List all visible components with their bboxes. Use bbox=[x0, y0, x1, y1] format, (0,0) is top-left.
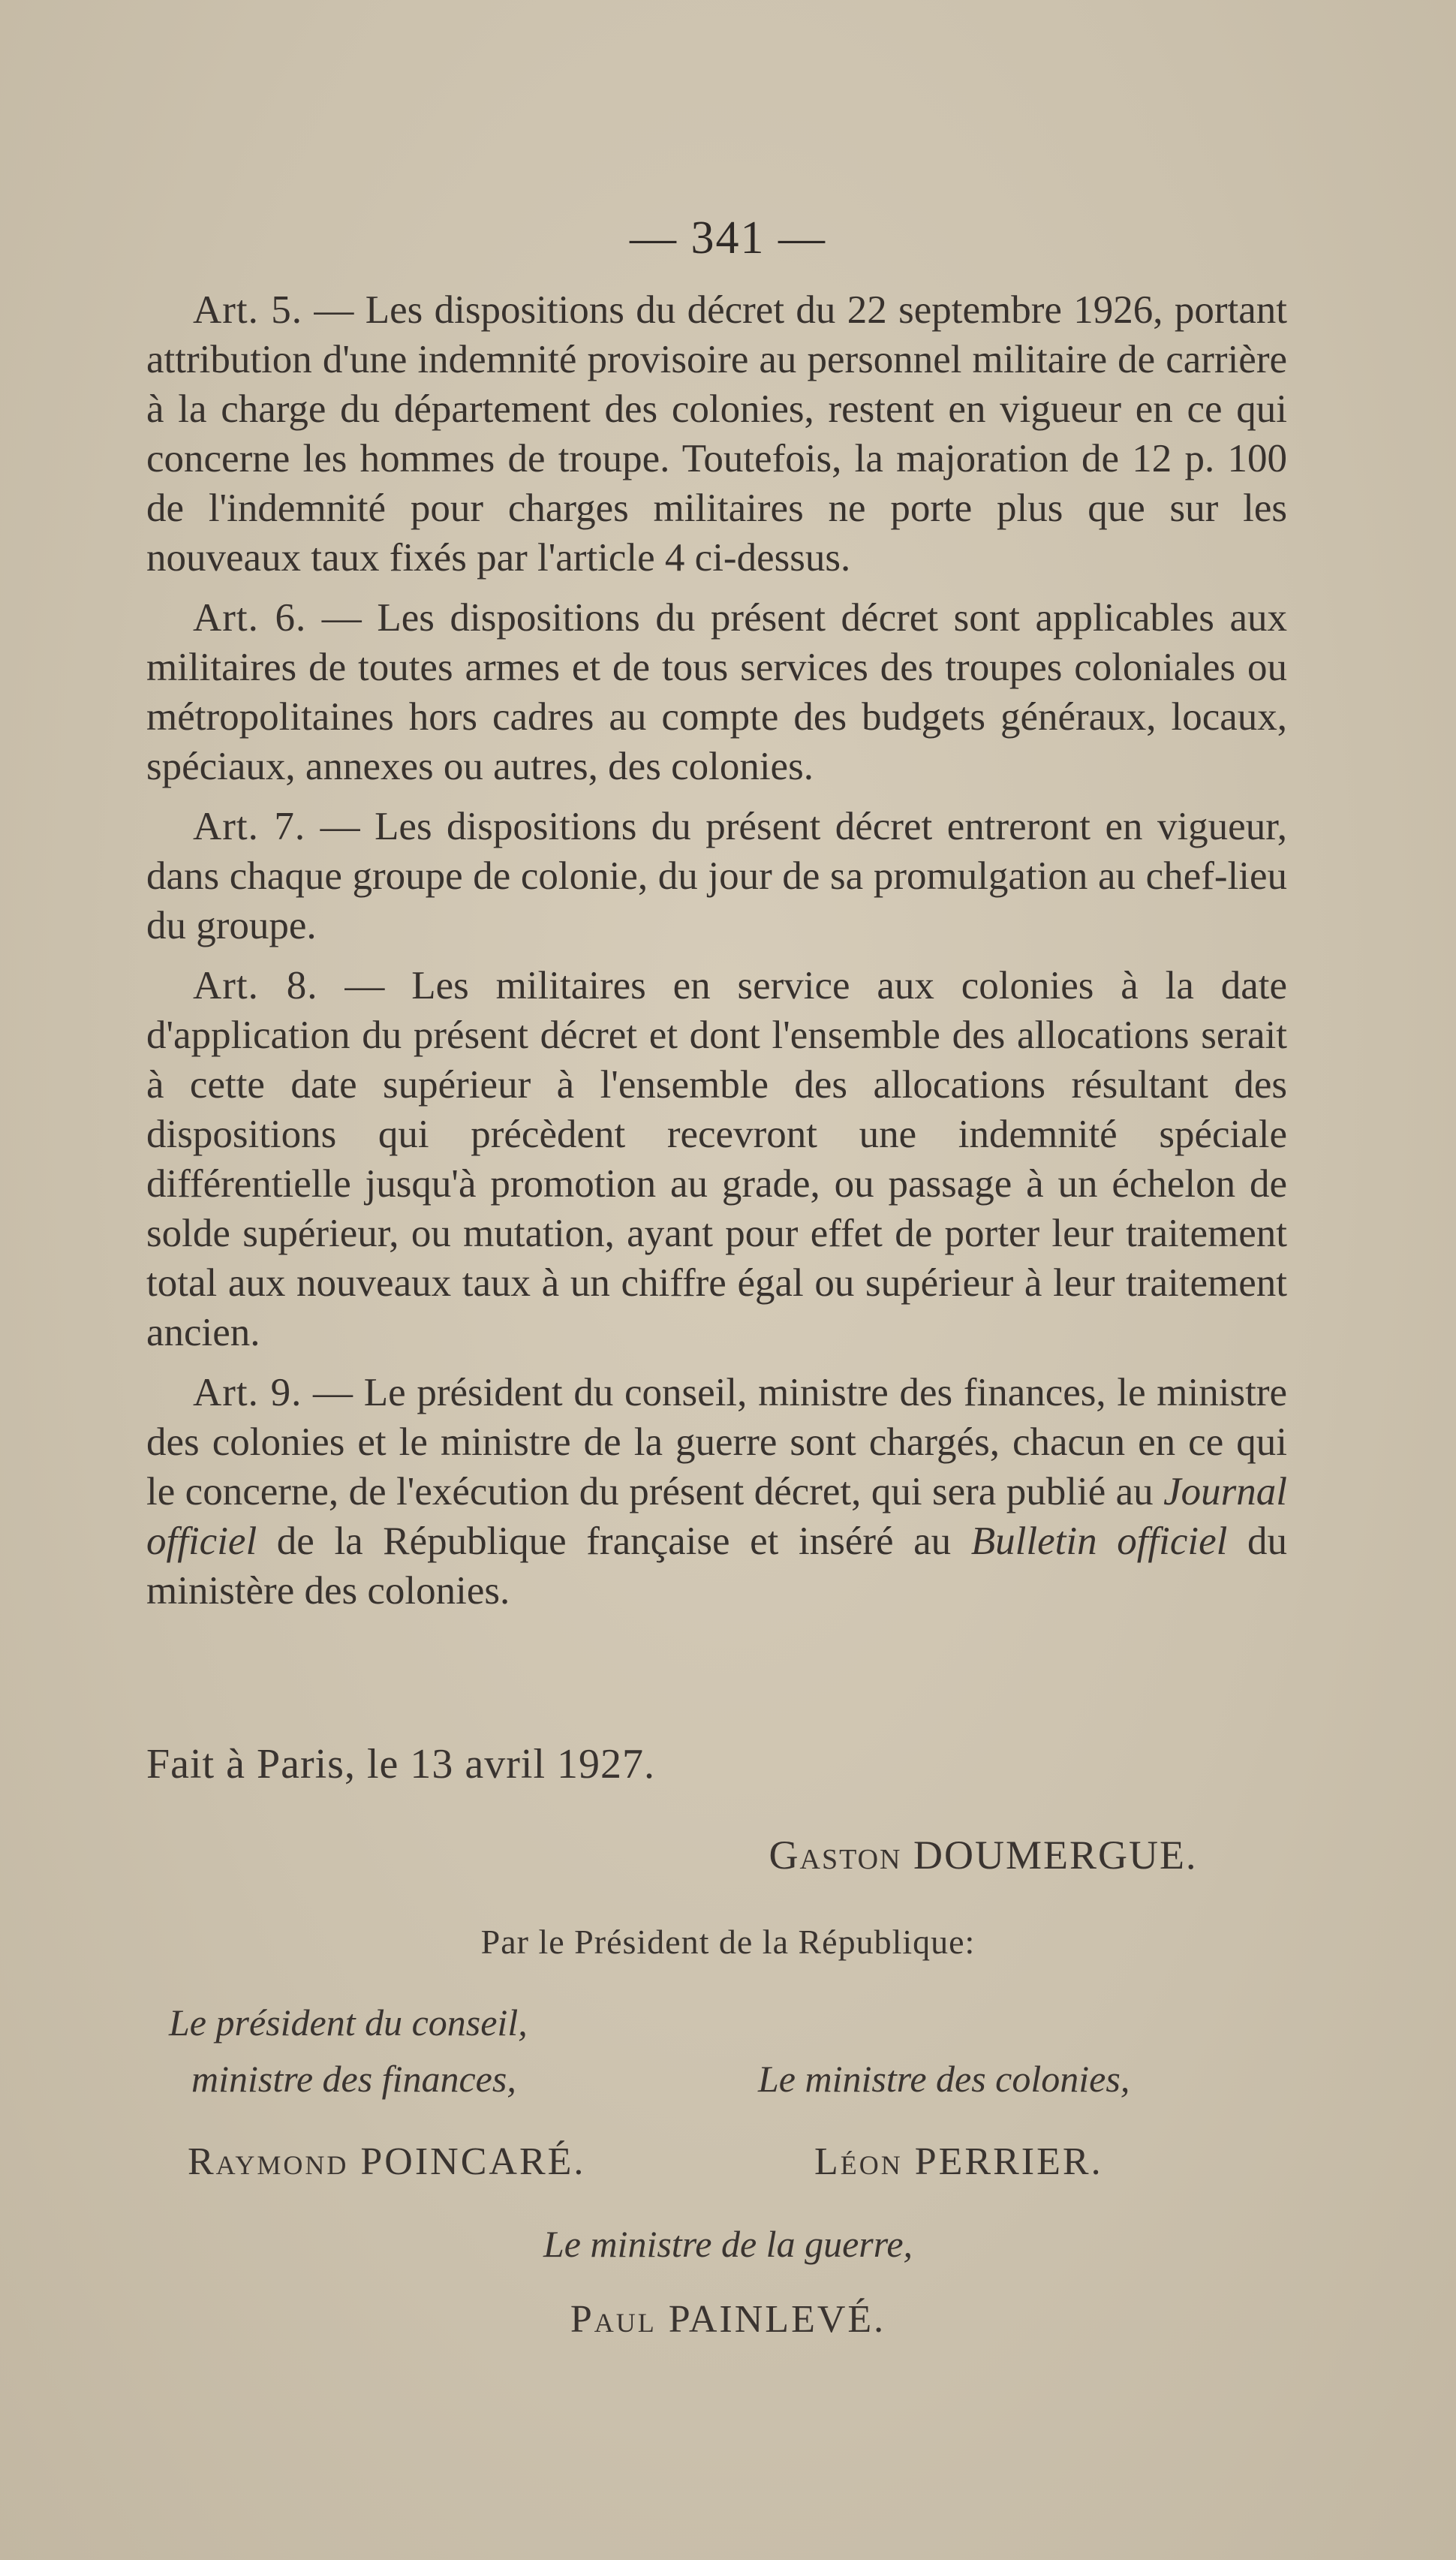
guerre-signatory-name: Paul PAINLEVÉ. bbox=[570, 2298, 886, 2341]
colonies-role: Le ministre des colonies, bbox=[758, 2058, 1130, 2100]
article-7 bbox=[146, 802, 1287, 950]
article-label: Art. 9. bbox=[193, 1371, 302, 1414]
colonies-signatory-name: Léon PERRIER. bbox=[814, 2140, 1103, 2183]
conseil-signatory-name: Raymond POINCARÉ. bbox=[188, 2140, 586, 2183]
president-signature: Gaston DOUMERGUE. bbox=[769, 1833, 1198, 1878]
article-label: Art. 7. bbox=[193, 805, 306, 848]
article-9 bbox=[146, 1368, 1287, 1616]
journal-officiel-title: Journal officiel bbox=[146, 1470, 1287, 1563]
article-text: — Les dispositions du présent décret entreront en vigueur, dans chaque groupe de colonie, du jour de sa promulgation au chef-lieu du groupe. bbox=[146, 805, 1287, 947]
par-le-president: Par le Président de la République: bbox=[480, 1923, 976, 1961]
page-number: — 341 — bbox=[630, 212, 826, 264]
article-label: Art. 8. bbox=[193, 964, 318, 1007]
article-text: du ministère des colonies. bbox=[146, 1519, 1288, 1613]
article-text: de la République française et inséré au bbox=[257, 1519, 971, 1563]
guerre-role: Le ministre de la guerre, bbox=[543, 2223, 913, 2265]
article-text: — Les militaires en service aux colonies à la date d'application du présent décret et dont l'ensemble des allocations serait à cette date supérieur à l'ensemble des allocations résultant des dispositions qui précèdent recevront une indemnité spéciale différentielle jusqu'à promotion au grade, ou passage à un échelon de solde supérieur, ou mutation, ayant pour effet de porter leur traitement total aux nouveaux taux à un chiffre égal ou supérieur à leur traitement ancien. bbox=[146, 964, 1287, 1354]
article-5 bbox=[146, 285, 1287, 583]
article-label: Art. 6. bbox=[193, 596, 307, 640]
article-8 bbox=[146, 961, 1287, 1357]
conseil-role-line2: ministre des finances, bbox=[191, 2058, 516, 2100]
decree-body bbox=[146, 285, 1287, 1626]
dateline: Fait à Paris, le 13 avril 1927. bbox=[146, 1741, 656, 1787]
article-label: Art. 5. bbox=[193, 288, 303, 332]
article-text: — Les dispositions du présent décret sont applicables aux militaires de toutes armes et de tous services des troupes coloniales ou métropolitaines hors cadres au compte des budgets généraux, locaux, spéciaux, annexes ou autres, des colonies. bbox=[146, 596, 1287, 788]
article-6 bbox=[146, 593, 1287, 791]
article-text: — Le président du conseil, ministre des finances, le ministre des colonies et le ministre de la guerre sont chargés, chacun en ce qui le concerne, de l'exécution du présent décret, qui sera publié au bbox=[146, 1371, 1287, 1513]
conseil-role-line1: Le président du conseil, bbox=[169, 2001, 528, 2043]
bulletin-officiel-title: Bulletin officiel bbox=[970, 1519, 1228, 1563]
article-text: — Les dispositions du décret du 22 septembre 1926, portant attribution d'une indemnité provisoire au personnel militaire de carrière à la charge du département des colonies, restent en vigueur en ce qui concerne les hommes de troupe. Toutefois, la majoration de 12 p. 100 de l'indemnité pour charges militaires ne porte plus que sur les nouveaux taux fixés par l'article 4 ci-dessus. bbox=[146, 288, 1287, 580]
